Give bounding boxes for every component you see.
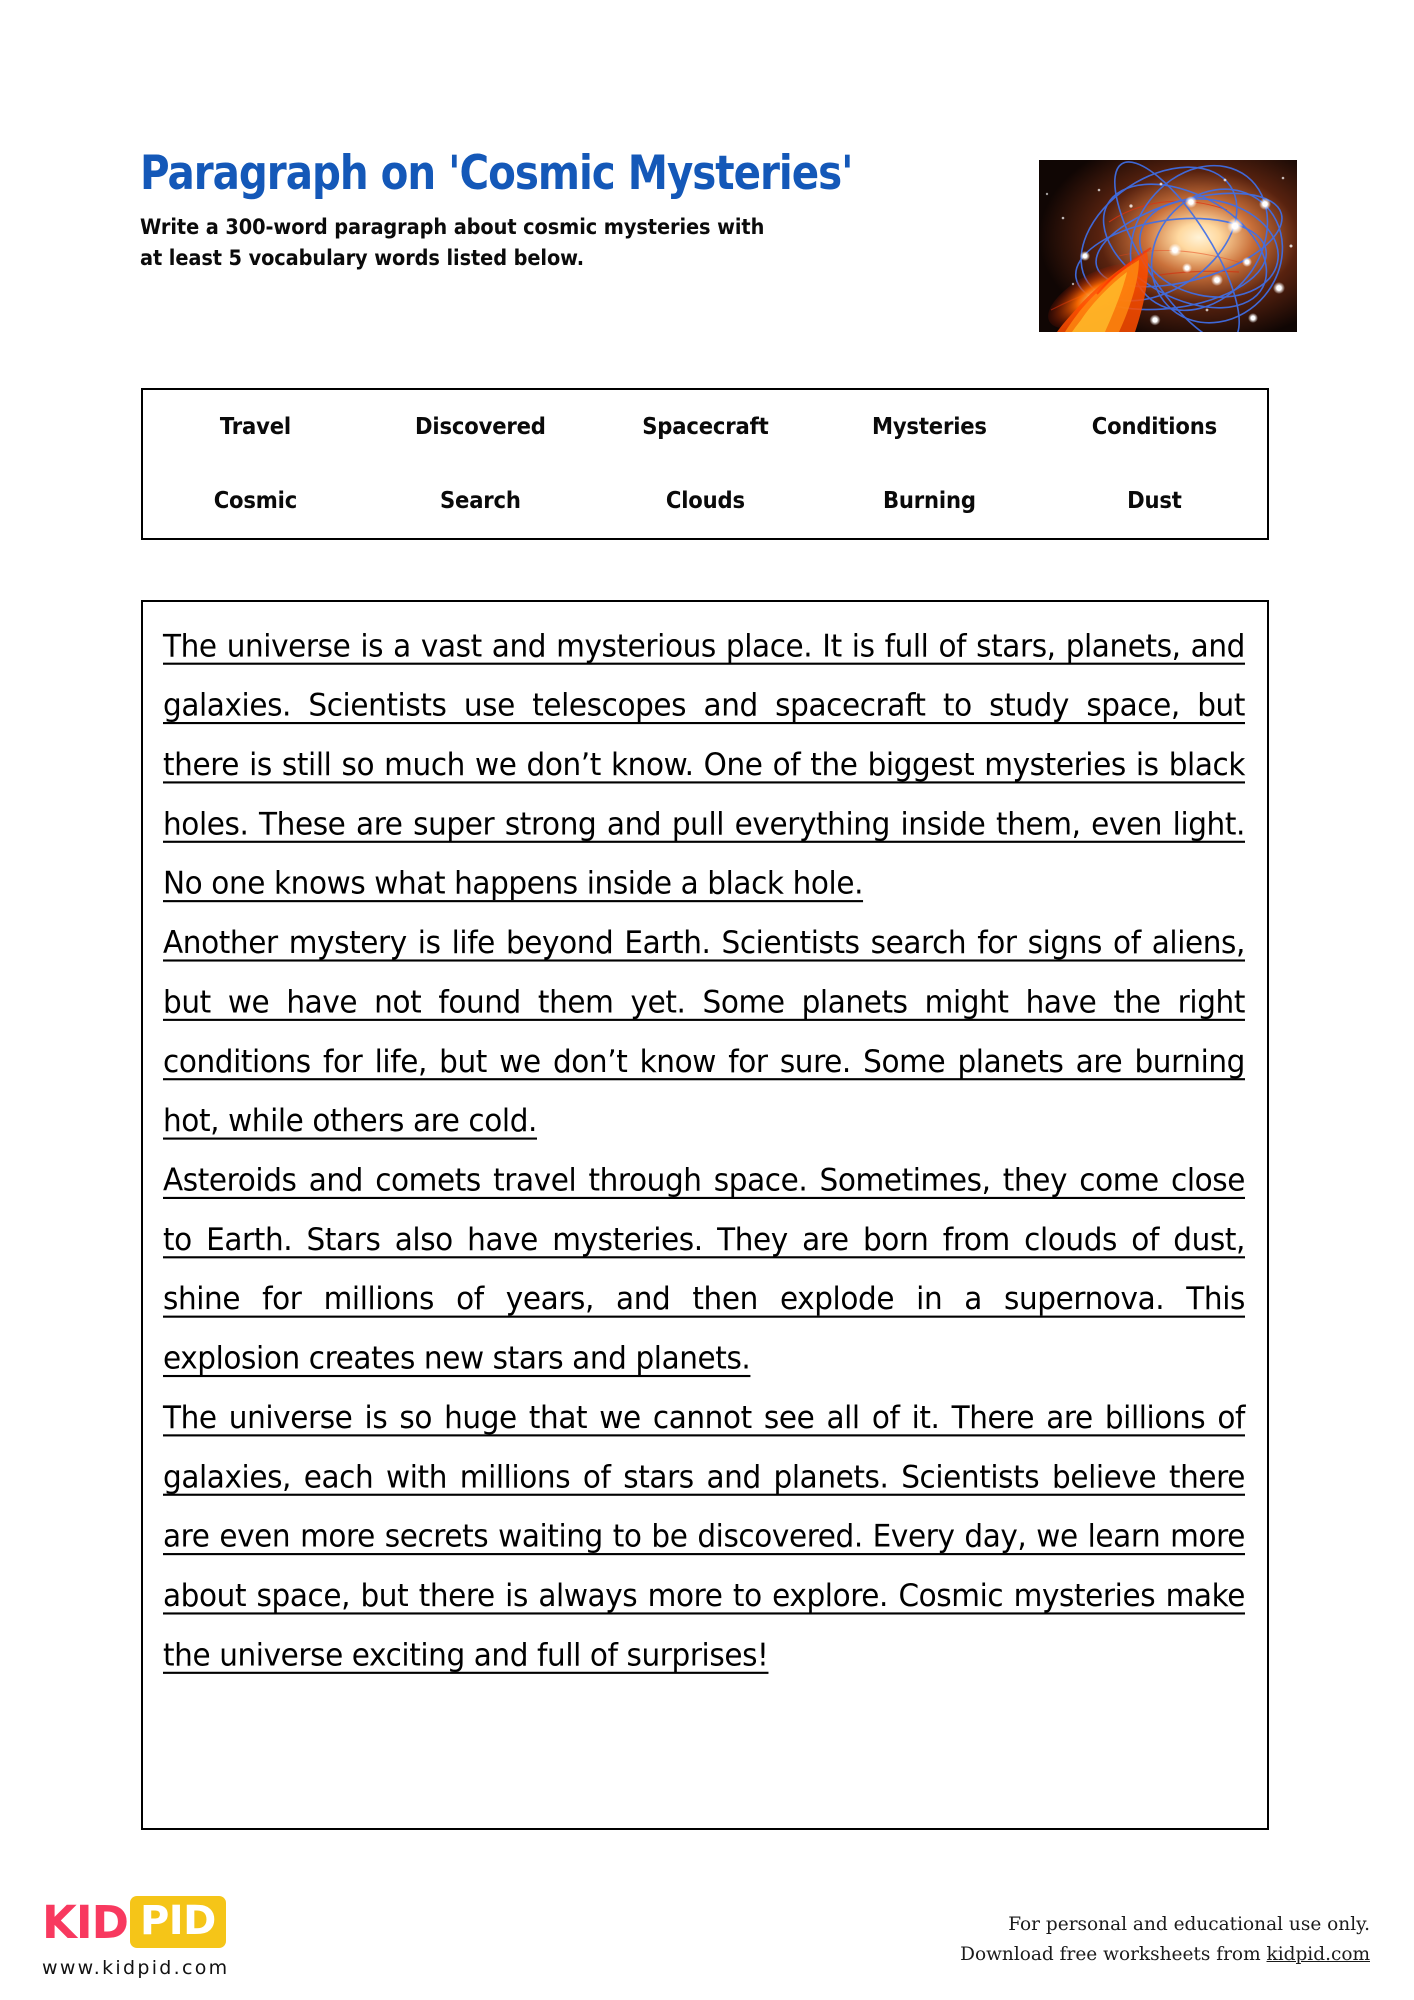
vocabulary-row-1 [143,390,1267,464]
paragraph-2: Another mystery is life beyond Earth. Scientists search for signs of aliens, but we have not found them yet. Some planets might have the right conditions for life, but we don’t know for sure. Some planets are burning hot, while others are cold. [163,924,1245,1139]
footer-usage-note [960,1910,1370,1970]
vocabulary-word: Cosmic [213,488,298,514]
instruction-line-2: at least 5 vocabulary words listed below. [140,246,584,272]
logo-kid-text: KID [42,1895,128,1949]
vocabulary-word: Clouds [665,488,745,514]
kidpid-logo[interactable] [42,1896,372,1992]
vocabulary-row-2 [143,464,1267,538]
instruction-line-1: Write a 300-word paragraph about cosmic mysteries with [140,214,765,240]
paragraph-4: The universe is so huge that we cannot see all of it. There are billions of galaxies, each with millions of stars and planets. Scientists believe there are even more secrets waiting to be discovered. Every day, we learn more about space, but there is always more to explore. Cosmic mysteries make the universe exciting and full of surprises! [163,1399,1245,1673]
instruction-text [140,212,950,274]
logo-wordmark [42,1896,372,1948]
page-title: Paragraph on 'Cosmic Mysteries' [140,146,853,201]
vocabulary-word: Discovered [414,414,546,440]
vocabulary-word: Mysteries [872,414,988,440]
vocabulary-word: Travel [219,414,291,440]
vocabulary-word-bank [141,388,1269,540]
paragraph-body [163,616,1245,1684]
vocabulary-word: Conditions [1091,414,1218,440]
vocabulary-word: Spacecraft [641,414,769,440]
vocabulary-word: Burning [883,488,977,514]
logo-pid-badge: PID [130,1896,226,1948]
kidpid-link[interactable]: kidpid.com [1266,1943,1370,1965]
footer-note-prefix: Download free worksheets from [960,1943,1267,1965]
paragraph-1: The universe is a vast and mysterious place. It is full of stars, planets, and galaxies. Scientists use telescopes and spacecraft to study space, but there is still so much we don’t know. One of the biggest mysteries is black holes. These are super strong and pull everything inside them, even light. No one knows what happens inside a black hole. [163,627,1245,902]
footer-note-line-1: For personal and educational use only. [1008,1914,1370,1935]
footer-note-line-2 [960,1940,1370,1970]
logo-website-url[interactable]: www.kidpid.com [42,1957,230,1979]
paragraph-answer-box[interactable] [141,600,1269,1830]
cosmic-orbits-nebula-image [1039,160,1297,332]
vocabulary-word: Search [439,488,521,514]
vocabulary-word: Dust [1127,488,1182,514]
paragraph-3: Asteroids and comets travel through space. Sometimes, they come close to Earth. Stars also have mysteries. They are born from clouds of dust, shine for millions of years, and then explode in a supernova. This explosion creates new stars and planets. [163,1161,1245,1377]
